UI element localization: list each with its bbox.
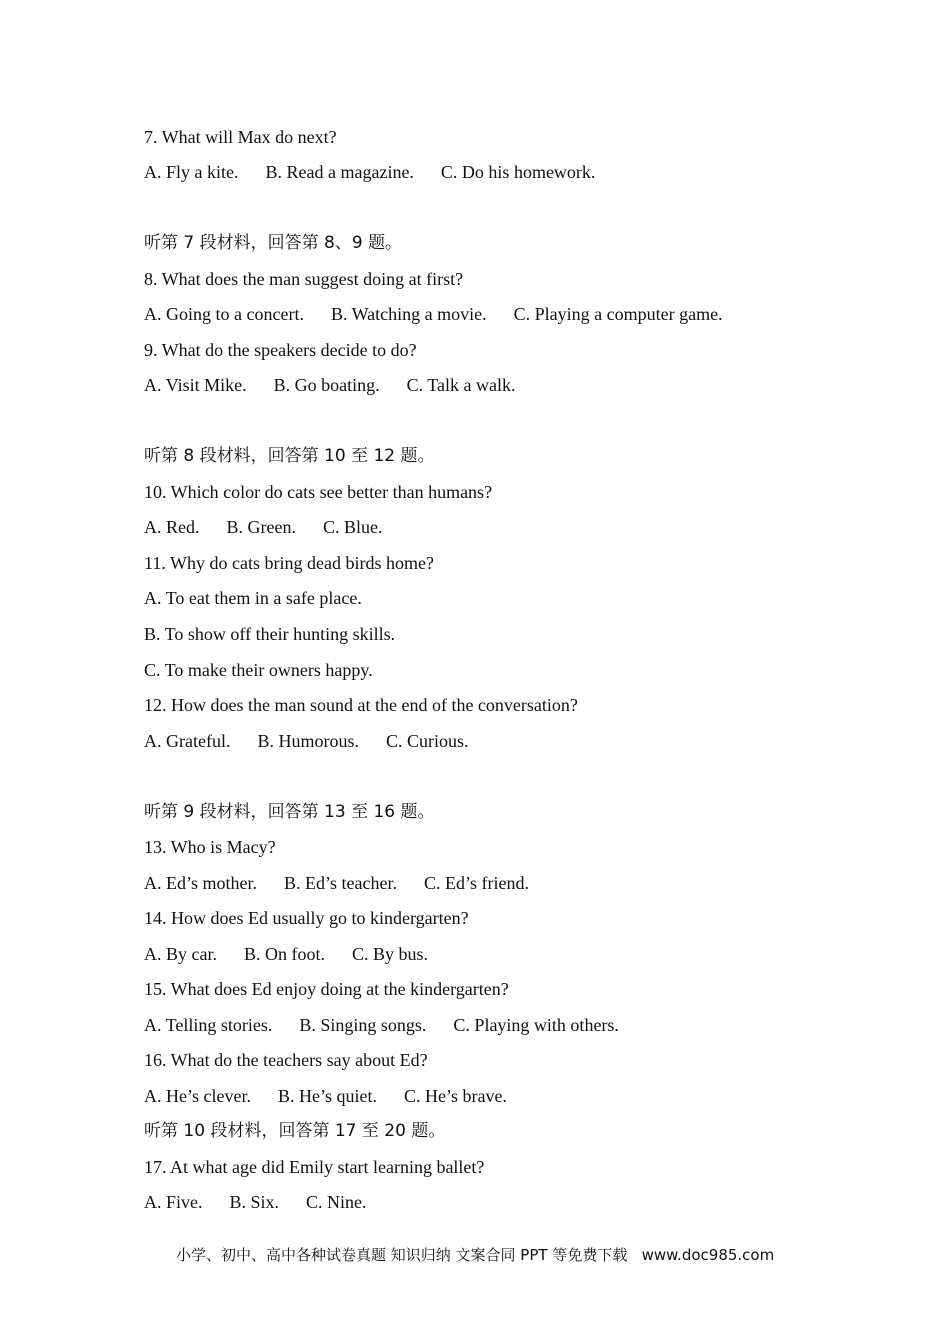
question-15-options: A. Telling stories. B. Singing songs. C. Playing with others. [144, 1015, 619, 1035]
section-heading-10: 听第 10 段材料，回答第 17 至 20 题。 [144, 1121, 446, 1141]
question-17-options: A. Five. B. Six. C. Nine. [144, 1192, 367, 1212]
section-heading-9: 听第 9 段材料，回答第 13 至 16 题。 [144, 802, 435, 822]
question-13-options: A. Ed’s mother. B. Ed’s teacher. C. Ed’s friend. [144, 873, 529, 893]
question-13: 13. Who is Macy? [144, 837, 276, 857]
question-11-option-a: A. To eat them in a safe place. [144, 588, 362, 608]
question-11-option-b: B. To show off their hunting skills. [144, 624, 396, 644]
section-heading-8: 听第 8 段材料，回答第 10 至 12 题。 [144, 446, 435, 466]
question-14-options: A. By car. B. On foot. C. By bus. [144, 944, 429, 964]
question-12: 12. How does the man sound at the end of the conversation? [144, 695, 578, 715]
question-7-options: A. Fly a kite. B. Read a magazine. C. Do his homework. [144, 162, 596, 182]
question-16: 16. What do the teachers say about Ed? [144, 1050, 428, 1070]
question-12-options: A. Grateful. B. Humorous. C. Curious. [144, 731, 469, 751]
question-16-options: A. He’s clever. B. He’s quiet. C. He’s brave. [144, 1086, 507, 1106]
question-11-option-c: C. To make their owners happy. [144, 660, 373, 680]
question-10-options: A. Red. B. Green. C. Blue. [144, 517, 383, 537]
question-10: 10. Which color do cats see better than humans? [144, 482, 493, 502]
section-heading-7: 听第 7 段材料，回答第 8、9 题。 [144, 233, 403, 253]
question-9-options: A. Visit Mike. B. Go boating. C. Talk a walk. [144, 375, 516, 395]
question-8: 8. What does the man suggest doing at first? [144, 269, 464, 289]
question-11: 11. Why do cats bring dead birds home? [144, 553, 434, 573]
question-9: 9. What do the speakers decide to do? [144, 340, 417, 360]
question-14: 14. How does Ed usually go to kindergarten? [144, 908, 469, 928]
question-15: 15. What does Ed enjoy doing at the kindergarten? [144, 979, 509, 999]
question-7: 7. What will Max do next? [144, 127, 337, 147]
question-8-options: A. Going to a concert. B. Watching a movie. C. Playing a computer game. [144, 304, 723, 324]
question-17: 17. At what age did Emily start learning ballet? [144, 1157, 485, 1177]
footer-text: 小学、初中、高中各种试卷真题 知识归纳 文案合同 PPT 等免费下载 www.doc985.com [176, 1246, 775, 1264]
